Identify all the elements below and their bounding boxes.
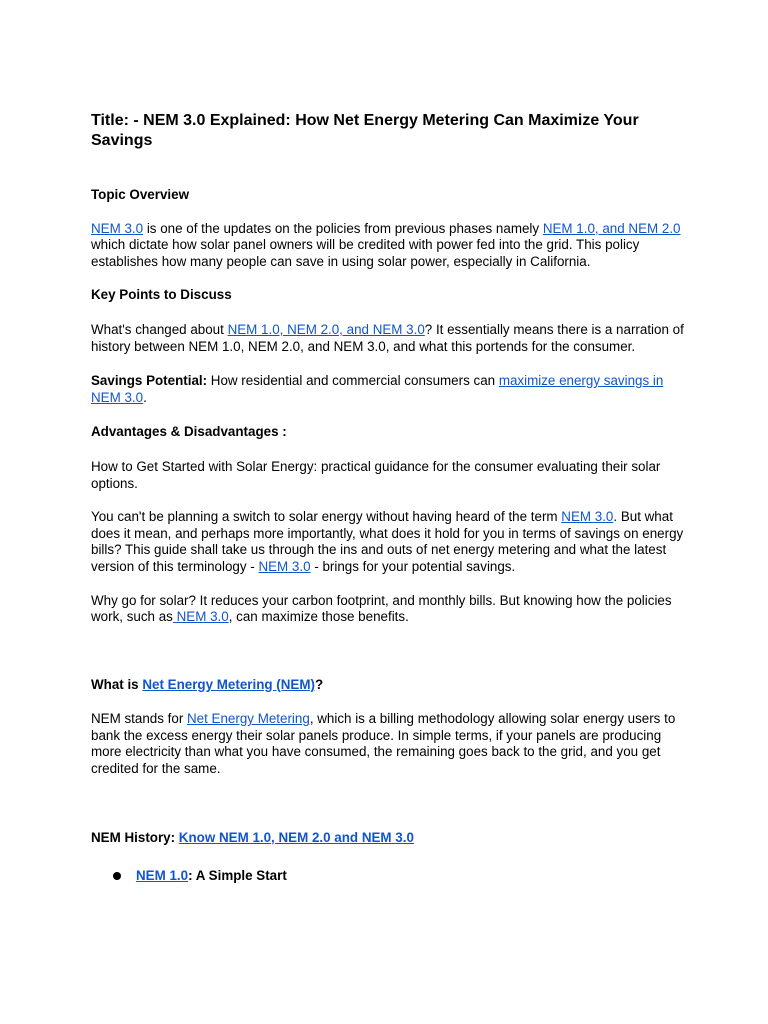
nem-1-link[interactable]: NEM 1.0 bbox=[136, 868, 189, 884]
text-span: NEM stands for bbox=[91, 711, 187, 727]
text-span: . bbox=[143, 389, 147, 405]
text-span: ? bbox=[314, 676, 324, 692]
key-points-paragraph bbox=[91, 322, 691, 355]
savings-paragraph bbox=[91, 373, 691, 406]
text-span: . But what does it mean, and perhaps more importantly, what does it hold for you in terms of savings on energy bills? This guide shall take us through the ins and outs of net energy metering and what the latest version of this terminology - bbox=[91, 509, 684, 574]
text-span: : A Simple Start bbox=[188, 868, 287, 884]
text-span: Why go for solar? It reduces your carbon footprint, and monthly bills. But knowing how the policies work, such as bbox=[91, 592, 672, 625]
text-span: You can't be planning a switch to solar energy without having heard of the term bbox=[91, 509, 562, 525]
get-started-paragraph: How to Get Started with Solar Energy: practical guidance for the consumer evaluating their solar options. bbox=[91, 458, 661, 491]
nem-versions-link[interactable]: NEM 1.0, NEM 2.0, and NEM 3.0 bbox=[227, 321, 425, 337]
why-solar-paragraph bbox=[91, 593, 691, 626]
text-span: What is bbox=[91, 676, 143, 692]
text-span: , can maximize those benefits. bbox=[228, 609, 409, 625]
know-nem-versions-link[interactable]: Know NEM 1.0, NEM 2.0 and NEM 3.0 bbox=[178, 829, 414, 845]
history-bullet-list bbox=[91, 868, 691, 885]
what-is-heading bbox=[91, 677, 691, 694]
text-span: - brings for your potential savings. bbox=[310, 558, 516, 574]
net-energy-metering-link[interactable]: Net Energy Metering (NEM) bbox=[142, 676, 315, 692]
nem-3-link[interactable]: NEM 3.0 bbox=[561, 509, 614, 525]
savings-label: Savings Potential: bbox=[91, 373, 208, 389]
text-span: How residential and commercial consumers can bbox=[207, 373, 499, 389]
document-title: Title: - NEM 3.0 Explained: How Net Energy Metering Can Maximize Your Savings bbox=[91, 112, 639, 149]
nem-3-link[interactable]: NEM 3.0 bbox=[172, 609, 229, 625]
nem-3-link[interactable]: NEM 3.0 bbox=[91, 220, 144, 236]
nem-1-2-link[interactable]: NEM 1.0, and NEM 2.0 bbox=[542, 220, 681, 236]
document-content bbox=[91, 111, 691, 885]
bullet-icon bbox=[113, 872, 121, 880]
advantages-heading: Advantages & Disadvantages : bbox=[91, 424, 287, 440]
history-heading bbox=[91, 830, 691, 847]
text-span: , which is a billing methodology allowing solar energy users to bank the excess energy their solar panels produce. In simple terms, if your panels are producing more electricity than what you have consumed, the remaining goes back to the grid, and you get credited for the same. bbox=[91, 711, 676, 777]
topic-overview-heading: Topic Overview bbox=[91, 187, 189, 202]
text-span: What's changed about bbox=[91, 321, 228, 337]
net-energy-metering-link[interactable]: Net Energy Metering bbox=[187, 711, 310, 727]
switch-paragraph bbox=[91, 509, 691, 575]
text-span: is one of the updates on the policies from previous phases namely bbox=[143, 220, 543, 236]
nem-definition-paragraph bbox=[91, 711, 691, 777]
text-span: which dictate how solar panel owners will be credited with power fed into the grid. This policy establishes how many people can save in using solar power, especially in California. bbox=[91, 237, 640, 269]
key-points-heading: Key Points to Discuss bbox=[91, 287, 232, 303]
list-item bbox=[91, 868, 691, 885]
maximize-savings-link[interactable]: maximize energy savings in NEM 3.0 bbox=[91, 373, 664, 405]
text-span: ? It essentially means there is a narration of history between NEM 1.0, NEM 2.0, and NEM 3.0, and what this portends for the consumer. bbox=[91, 321, 684, 354]
nem-3-link[interactable]: NEM 3.0 bbox=[258, 558, 311, 574]
text-span: NEM History: bbox=[91, 829, 179, 845]
topic-overview-paragraph bbox=[91, 221, 691, 271]
